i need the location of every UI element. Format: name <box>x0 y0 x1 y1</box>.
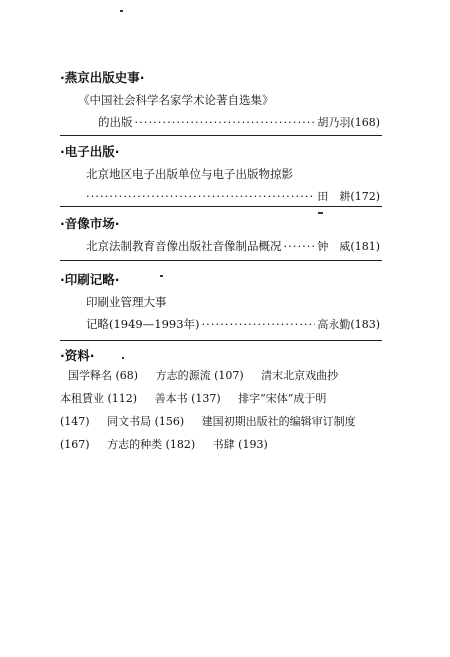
entry-author-page: 胡乃羽(168) <box>317 116 380 129</box>
leader-dots <box>86 189 315 203</box>
materials-list <box>60 364 390 456</box>
materials-item[interactable]: 排字“宋体”成于明 <box>238 392 327 405</box>
leader-dots <box>284 239 316 253</box>
materials-row <box>60 364 390 387</box>
materials-item[interactable]: (147) <box>60 415 90 428</box>
materials-row <box>60 410 390 433</box>
entry-title: 记略(1949—1993年) <box>86 317 200 331</box>
materials-row <box>60 387 390 410</box>
section-heading: ·资料· <box>60 348 95 363</box>
section-heading: ·燕京出版史事· <box>60 70 145 85</box>
section-divider <box>60 340 382 341</box>
leader-dots <box>135 115 316 129</box>
entry-title-line: 北京地区电子出版单位与电子出版物掠影 <box>86 167 293 181</box>
materials-item[interactable]: 建国初期出版社的编辑审订制度 <box>201 415 356 428</box>
section-heading: ·电子出版· <box>60 144 120 159</box>
materials-item[interactable]: 本租賃业 (112) <box>60 392 138 405</box>
materials-item[interactable]: 同文书局 (156) <box>107 415 185 428</box>
toc-entry[interactable] <box>60 114 380 130</box>
entry-author-page: 钟 威(181) <box>317 240 380 253</box>
scan-speck <box>160 275 163 277</box>
toc-section-yanjing <box>60 68 380 130</box>
materials-item[interactable]: 善本书 (137) <box>154 392 221 405</box>
section-heading: ·音像市场· <box>60 216 120 231</box>
toc-entry[interactable] <box>60 238 380 254</box>
materials-item[interactable]: 清末北京戏曲抄 <box>261 369 339 382</box>
materials-item[interactable]: 书肆 (193) <box>212 438 268 451</box>
toc-entry[interactable] <box>60 188 380 204</box>
entry-author-page: 高永勤(183) <box>317 318 380 331</box>
toc-section-electronic <box>60 142 380 204</box>
section-heading: ·印刷记略· <box>60 272 120 287</box>
entry-title: 的出版 <box>98 115 133 129</box>
materials-item[interactable]: 国学释名 (68) <box>68 369 139 382</box>
section-divider <box>60 206 382 207</box>
toc-section-printing <box>60 270 380 332</box>
toc-section-materials <box>60 346 390 456</box>
entry-title: 北京法制教育音像出版社音像制品概况 <box>86 239 282 253</box>
section-divider <box>60 260 382 261</box>
entry-author-page: 田 耕(172) <box>317 190 380 203</box>
toc-entry[interactable] <box>60 316 380 332</box>
materials-item[interactable]: 方志的种类 (182) <box>107 438 196 451</box>
toc-section-audiovisual <box>60 214 380 254</box>
scan-speck <box>122 357 124 359</box>
section-divider <box>60 135 382 136</box>
materials-item[interactable]: (167) <box>60 438 90 451</box>
entry-title-line: 印刷业管理大事 <box>86 295 167 309</box>
scan-speck <box>120 10 123 12</box>
leader-dots <box>202 317 316 331</box>
materials-item[interactable]: 方志的源流 (107) <box>155 369 244 382</box>
entry-title-line: 《中国社会科学名家学术论著自选集》 <box>78 93 274 107</box>
scan-speck <box>318 212 323 214</box>
materials-row <box>60 433 390 456</box>
